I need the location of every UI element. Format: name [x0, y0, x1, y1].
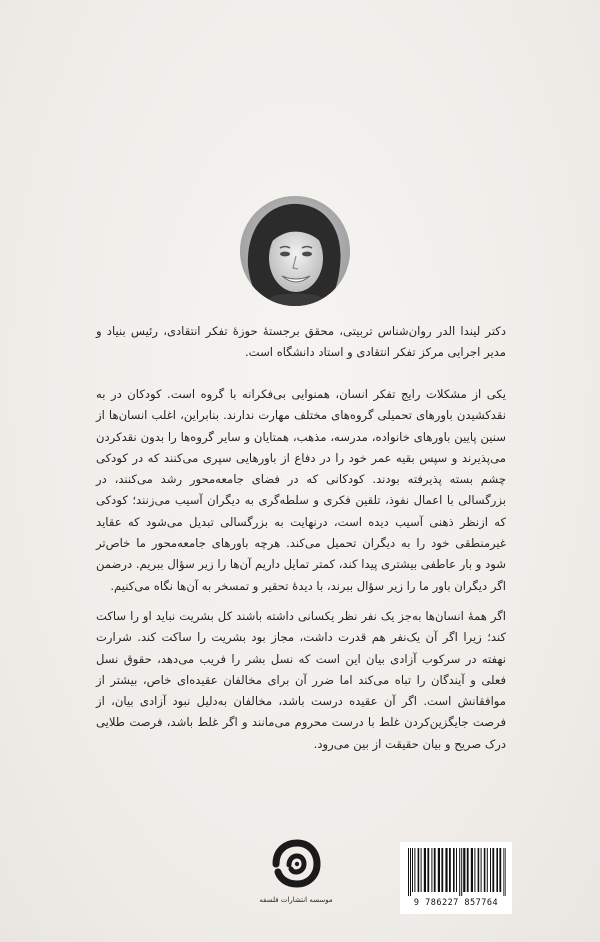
barcode-bar: [421, 848, 422, 892]
publisher-logo-icon: [268, 838, 324, 890]
barcode-bar: [478, 848, 480, 892]
author-portrait-image: [240, 196, 350, 306]
barcode-bar: [431, 848, 432, 892]
barcode-bar: [427, 848, 429, 892]
barcode-bars: [406, 848, 506, 896]
barcode-bar: [434, 848, 436, 892]
publisher-name: موسسه انتشارات فلسفه: [259, 896, 333, 904]
barcode-bar: [505, 848, 506, 896]
back-cover-paragraph-2: [96, 606, 506, 755]
author-bio-text: دکتر لیندا الدر روان‌شناس تربیتی، محقق برجستهٔ حوزهٔ تفکر انتقادی، رئیس بنیاد و مدیر اجرایی مرکز تفکر انتقادی و استاد دانشگاه است.: [96, 324, 506, 360]
barcode-bar: [461, 848, 462, 896]
barcode-bar: [474, 848, 475, 892]
barcode-bar: [487, 848, 488, 892]
author-bio: [96, 321, 506, 364]
barcode-bar: [463, 848, 465, 892]
barcode-bar: [414, 848, 415, 892]
isbn-barcode: [400, 842, 512, 914]
barcode-bar: [503, 848, 504, 896]
barcode-bar: [453, 848, 455, 892]
barcode-bar: [449, 848, 451, 892]
barcode-bar: [499, 848, 501, 892]
barcode-bar: [471, 848, 473, 892]
barcode-bar: [496, 848, 498, 892]
paragraph-1-text: یکی از مشکلات رایج تفکر انسان، همنوایی بی‌فکرانه با گروه است. کودکان در به نقدکشیدن باورهای تحمیلی گروه‌های مختلف مهارت ندارند. بنابراین، اغلب انسان‌ها از سنین پایین باورهای خانواده، مدرسه، مذهب، همتایان و سایر گروه‌ها را بدون نقدکردن می‌پذیرند و سپس بقیه عمر خود را در دفاع از باورهایی سپری می‌کنند که در کودکی چشم بسته پذیرفته بودند. کودکانی که در فضای جامعه‌محور رشد می‌کنند، در بزرگسالی با اعمال نفوذ، تلقین فکری و سلطه‌گری به دیگران آسیب می‌زنند؛ کودکی که ازنظر ذهنی آسیب دیده است، درنهایت به بزرگسالی تبدیل می‌شود که عقاید غیرمنطقی خود را به دیگران تحمیل می‌کند. هرچه باورهای جامعه‌محور ما خاص‌تر شود و بار عاطفی بیشتری پیدا کند، کمتر تمایل داریم آن‌ها را زیر سؤال ببریم. درضمن اگر دیگران باور ما را زیر سؤال ببرند، با دیدهٔ تحقیر و تمسخر به آن‌ها نگاه می‌کنیم.: [96, 387, 506, 593]
barcode-bar: [484, 848, 486, 892]
paragraph-2-text: اگر همهٔ انسان‌ها به‌جز یک نفر نظر یکسانی داشته باشند کل بشریت نباید او را ساکت کند؛ زیرا اگر آن یک‌نفر هم قدرت داشت، مجاز بود بشریت را ساکت کند. شرارت نهفته در سرکوب آزادی بیان این است که نسل بشر را فریب می‌دهد، حقوق نسل فعلی و آیندگان را تباه می‌کند اما ضرر آن برای مخالفان عقیده‌ای خاص، بیشتر از موافقانش است. اگر آن عقیده درست باشد، مخالفان به‌دلیل نبود آزادی بیان، از فرصت جایگزین‌کردن غلط با درست محروم می‌مانند و اگر غلط باشد، فرصت طلایی درک صریح و بیان حقیقت از بین می‌رود.: [96, 609, 506, 751]
barcode-bar: [481, 848, 482, 892]
author-photo: [240, 196, 350, 306]
barcode-bar: [410, 848, 411, 896]
barcode-bar: [441, 848, 443, 892]
barcode-bar: [445, 848, 447, 892]
barcode-bar: [490, 848, 491, 892]
barcode-bar: [438, 848, 440, 892]
publisher-logo: [258, 838, 334, 910]
barcode-bar: [456, 848, 457, 892]
isbn-number: 9 786227 857764: [413, 898, 499, 908]
barcode-bar: [467, 848, 469, 892]
barcode-bar: [412, 848, 413, 892]
barcode-bar: [459, 848, 460, 896]
barcode-bar: [408, 848, 409, 896]
barcode-bar: [492, 848, 494, 892]
barcode-bar: [424, 848, 426, 892]
back-cover-paragraph-1: [96, 384, 506, 597]
barcode-bar: [418, 848, 420, 892]
